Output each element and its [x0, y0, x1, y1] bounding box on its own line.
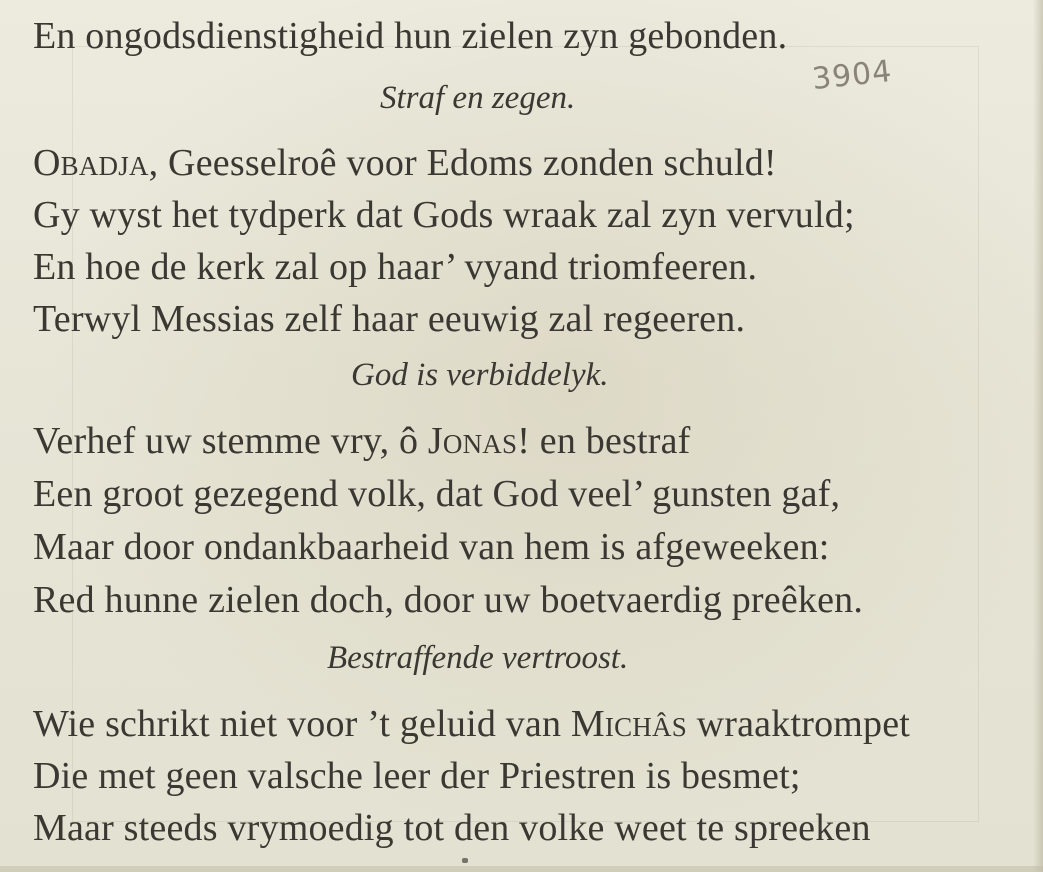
jonas-line-3: Maar door ondankbaarheid van hem is afgeweeken: — [33, 526, 830, 568]
heading-jonas: God is verbiddelyk. — [351, 357, 609, 393]
michas-line-2: Die met geen valsche leer der Priestren is besmet; — [33, 755, 801, 797]
page-edge-right — [1033, 0, 1043, 872]
heading-michas: Bestraffende vertroost. — [327, 640, 629, 676]
michas-line-3: Maar steeds vrymoedig tot den volke weet te spreeken — [33, 807, 871, 849]
obadja-line-1 — [33, 144, 777, 182]
ink-speck — [462, 858, 468, 863]
jonas-name: Jonas — [427, 420, 518, 462]
michas-name: Michâs — [570, 703, 687, 745]
page-edge-bottom — [0, 866, 1043, 872]
heading-obadja: Straf en zegen. — [380, 80, 576, 116]
pencil-inventory-number: 3904 — [810, 53, 894, 98]
michas-line-1 — [33, 705, 910, 743]
obadja-line-1-rest: , Geesselroê voor Edoms zonden schuld! — [148, 142, 777, 184]
michas-line-1-pre: Wie schrikt niet voor ’t geluid van — [33, 703, 571, 745]
obadja-name: Obadja — [33, 142, 149, 184]
obadja-line-2: Gy wyst het tydperk dat Gods wraak zal zyn vervuld; — [33, 194, 855, 236]
obadja-line-3: En hoe de kerk zal op haar’ vyand triomfeeren. — [33, 246, 758, 288]
michas-line-1-post: wraaktrompet — [686, 703, 911, 745]
jonas-line-1-pre: Verhef uw stemme vry, ô — [33, 420, 428, 462]
intro-line-1: En ongodsdienstigheid hun zielen zyn gebonden. — [33, 15, 788, 57]
jonas-line-4: Red hunne zielen doch, door uw boetvaerdig preêken. — [33, 579, 864, 621]
jonas-line-2: Een groot gezegend volk, dat God veel’ gunsten gaf, — [33, 473, 841, 515]
jonas-line-1 — [33, 422, 691, 460]
obadja-line-4: Terwyl Messias zelf haar eeuwig zal regeeren. — [33, 298, 746, 340]
jonas-line-1-post: ! en bestraf — [517, 420, 691, 462]
